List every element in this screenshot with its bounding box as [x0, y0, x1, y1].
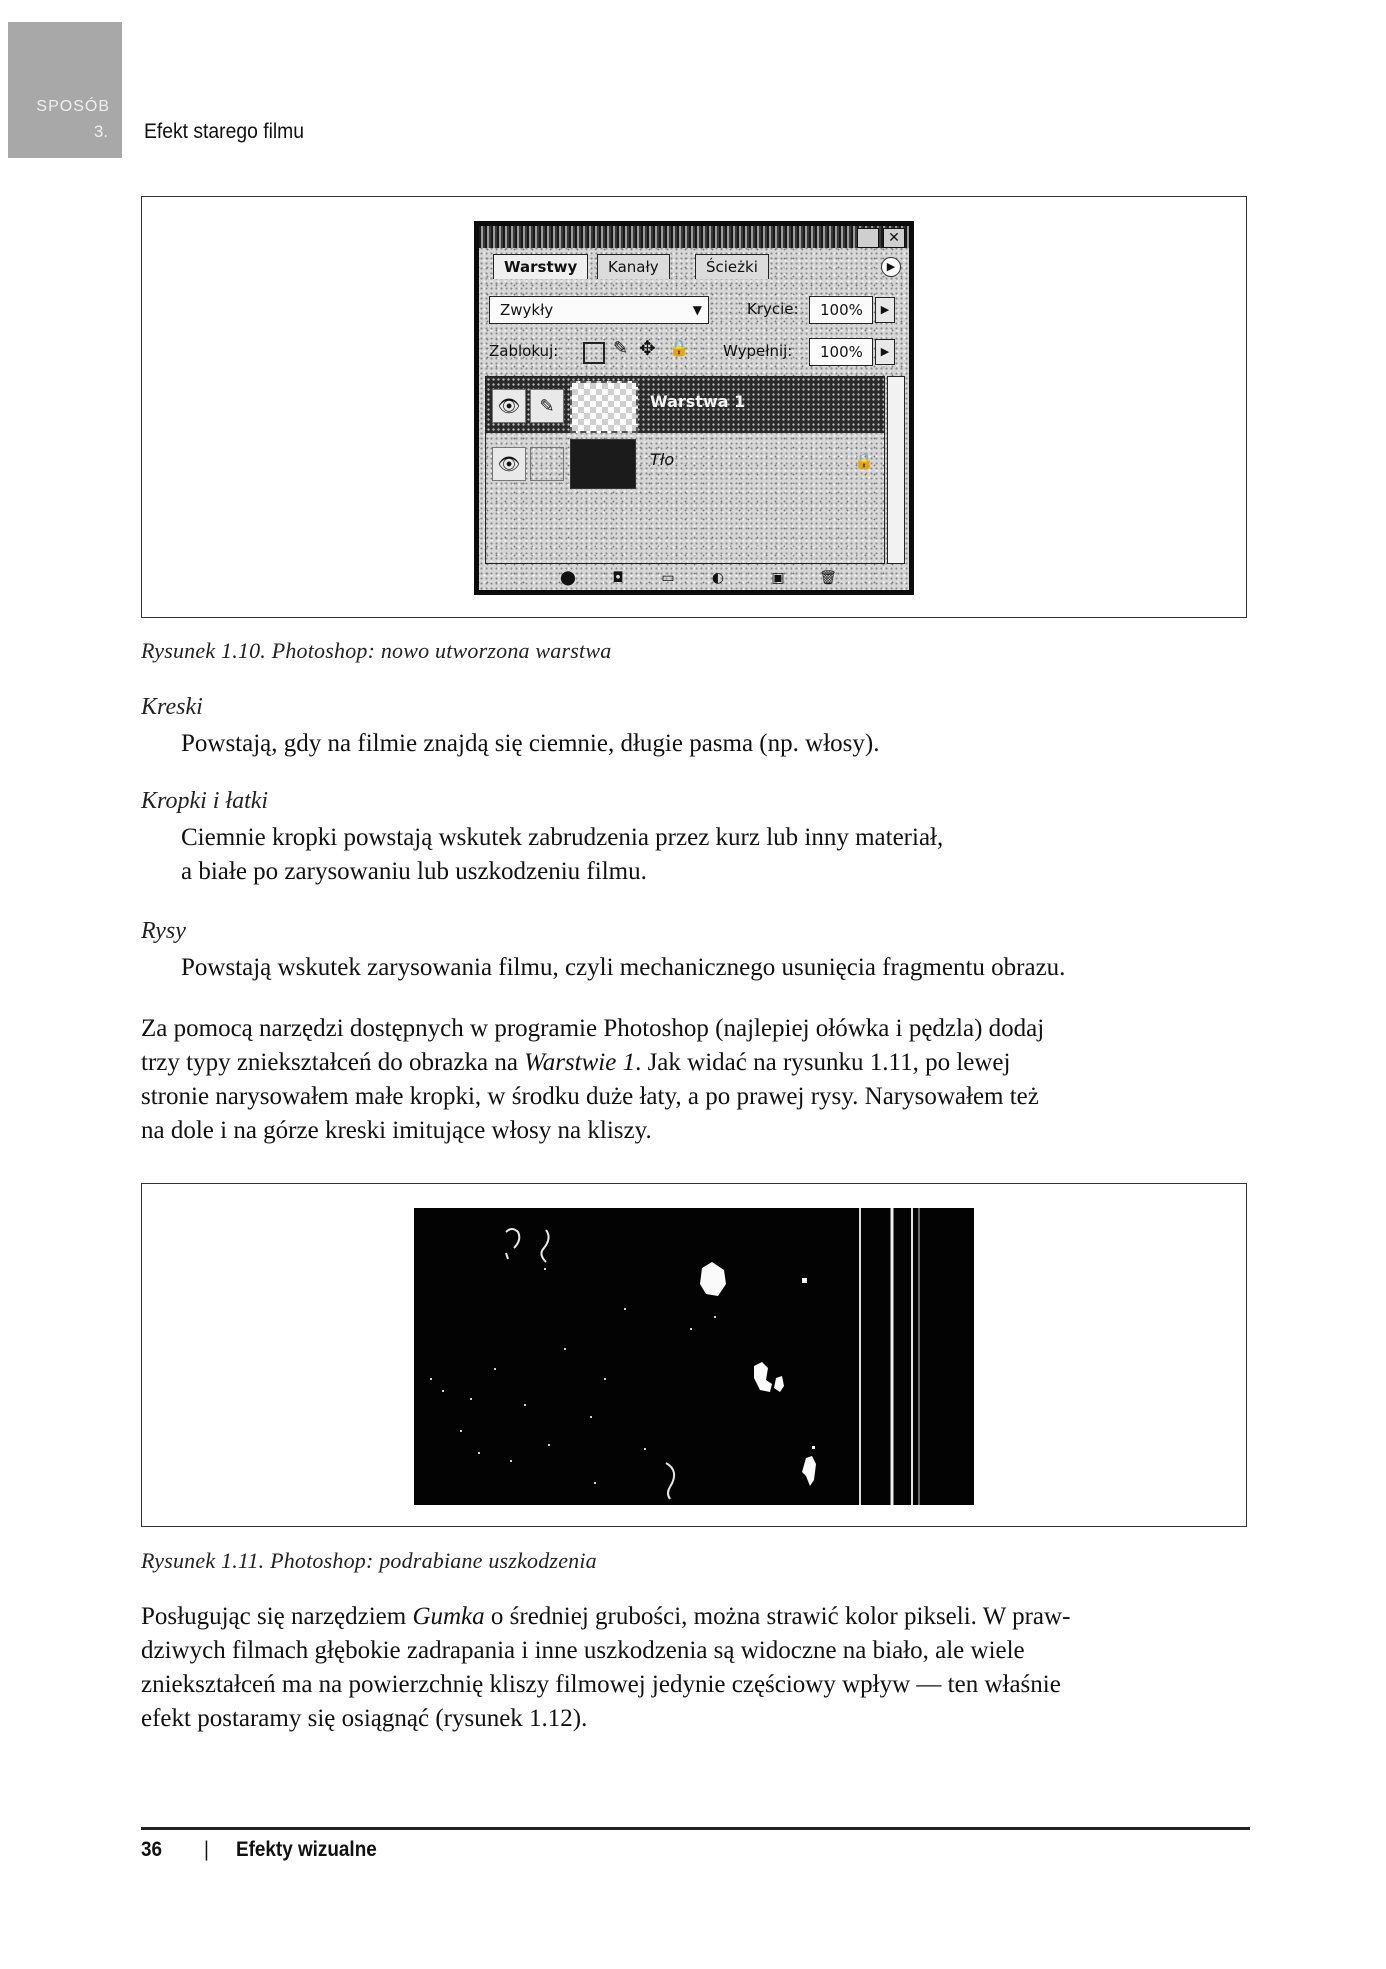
blend-mode-select[interactable]: [489, 296, 709, 324]
move-icon[interactable]: ✥: [639, 336, 656, 360]
figure-1-10: [141, 196, 1247, 618]
scrollbar[interactable]: [887, 376, 905, 564]
layer-name: Tło: [650, 450, 675, 469]
tab-warstwy[interactable]: Warstwy: [493, 254, 588, 279]
damage-render: [414, 1208, 974, 1505]
lock-icon: 🔒: [854, 453, 874, 470]
tab-kanaly[interactable]: Kanały: [597, 254, 670, 279]
section-tab: [8, 22, 122, 158]
lock-transparency-icon[interactable]: [583, 342, 605, 364]
running-title: Efekt starego filmu: [144, 120, 304, 143]
definition-term: Kropki i łatki: [141, 788, 269, 814]
definition-text: Powstają, gdy na filmie znajdą się ciemnie, długie pasma (np. włosy).: [181, 730, 880, 757]
trash-icon[interactable]: 🗑: [819, 570, 837, 586]
paragraph-line: stronie narysowałem małe kropki, w środku duże łaty, a po prawej rysy. Narysowałem też: [141, 1083, 1039, 1110]
paragraph-line: efekt postaramy się osiągnąć (rysunek 1.12).: [141, 1705, 588, 1732]
eye-icon[interactable]: 👁: [492, 447, 526, 481]
panel-toolbar: [479, 566, 909, 590]
adjustment-icon[interactable]: ◐: [711, 570, 725, 586]
mask-icon[interactable]: ◘: [612, 570, 624, 586]
body-paragraph: [141, 1600, 1245, 1736]
fill-field[interactable]: 100%: [809, 338, 873, 366]
layer-thumbnail: [570, 439, 636, 489]
chevron-down-icon: ▼: [692, 303, 702, 317]
paragraph-line: zniekształceń ma na powierzchnię kliszy filmowej jedynie częściowy wpływ — ten właśnie: [141, 1671, 1061, 1698]
paragraph-line: Za pomocą narzędzi dostępnych w programie Photoshop (najlepiej ołówka i pędzla) dodaj: [141, 1015, 1045, 1042]
definition-term: Kreski: [141, 694, 203, 720]
layer-name: Warstwa 1: [650, 392, 746, 411]
menu-arrow-icon[interactable]: ▶: [881, 257, 901, 277]
paragraph-line: na dole i na górze kreski imitujące włosy na kliszy.: [141, 1117, 652, 1144]
figure-1-11: [141, 1183, 1247, 1527]
definition-term: Rysy: [141, 918, 186, 944]
section-word: SPOSÓB: [36, 98, 110, 115]
footer-rule: [141, 1827, 1250, 1830]
figure-caption: Rysunek 1.10. Photoshop: nowo utworzona warstwa: [141, 638, 612, 663]
brush-icon: ✎: [530, 389, 564, 423]
link-slot: [530, 447, 564, 481]
panel-tabs: [485, 254, 903, 280]
footer-separator: |: [204, 1838, 209, 1861]
definition-text: a białe po zarysowaniu lub uszkodzeniu filmu.: [181, 858, 647, 885]
lock-label: Zablokuj:: [489, 342, 559, 360]
page-number: 36: [141, 1838, 163, 1861]
blend-mode-value: Zwykły: [500, 301, 554, 319]
opacity-label: Krycie:: [747, 300, 799, 318]
definition-text: Powstają wskutek zarysowania filmu, czyli mechanicznego usunięcia fragmentu obrazu.: [181, 954, 1066, 981]
definition-text: Ciemnie kropki powstają wskutek zabrudzenia przez kurz lub inny materiał,: [181, 824, 944, 851]
body-paragraph: [141, 1012, 1245, 1148]
layer-row[interactable]: [486, 377, 884, 433]
figure-caption: Rysunek 1.11. Photoshop: podrabiane uszkodzenia: [141, 1548, 597, 1573]
fill-label: Wypełnij:: [723, 342, 793, 360]
fill-arrow-icon[interactable]: ▶: [875, 339, 895, 365]
lock-icon[interactable]: 🔒: [669, 340, 689, 357]
minimize-icon[interactable]: [857, 228, 879, 248]
layer-row[interactable]: [486, 435, 884, 491]
brush-icon[interactable]: ✎: [613, 338, 629, 358]
paragraph-line: Posługując się narzędziem Gumka o średniej grubości, można strawić kolor pikseli. W praw-: [141, 1603, 1071, 1630]
style-icon[interactable]: ⬤: [560, 570, 576, 586]
layer-list: [485, 376, 885, 564]
paragraph-line: trzy typy zniekształceń do obrazka na Warstwie 1. Jak widać na rysunku 1.11, po lewej: [141, 1049, 1011, 1076]
book-title: Efekty wizualne: [236, 1838, 377, 1861]
new-layer-icon[interactable]: ▣: [771, 570, 785, 586]
opacity-arrow-icon[interactable]: ▶: [875, 297, 895, 323]
paragraph-line: dziwych filmach głębokie zadrapania i inne uszkodzenia są widoczne na biało, ale wiele: [141, 1637, 1025, 1664]
section-number: 3.: [93, 122, 108, 141]
folder-icon[interactable]: ▭: [661, 570, 675, 586]
layer-thumbnail: [570, 381, 638, 433]
panel-title-bar: [479, 226, 909, 248]
eye-icon[interactable]: 👁: [492, 389, 526, 423]
opacity-field[interactable]: 100%: [809, 296, 873, 324]
close-icon[interactable]: ✕: [883, 228, 905, 248]
layers-panel: [474, 221, 914, 595]
tab-sciezki[interactable]: Ścieżki: [695, 254, 769, 279]
